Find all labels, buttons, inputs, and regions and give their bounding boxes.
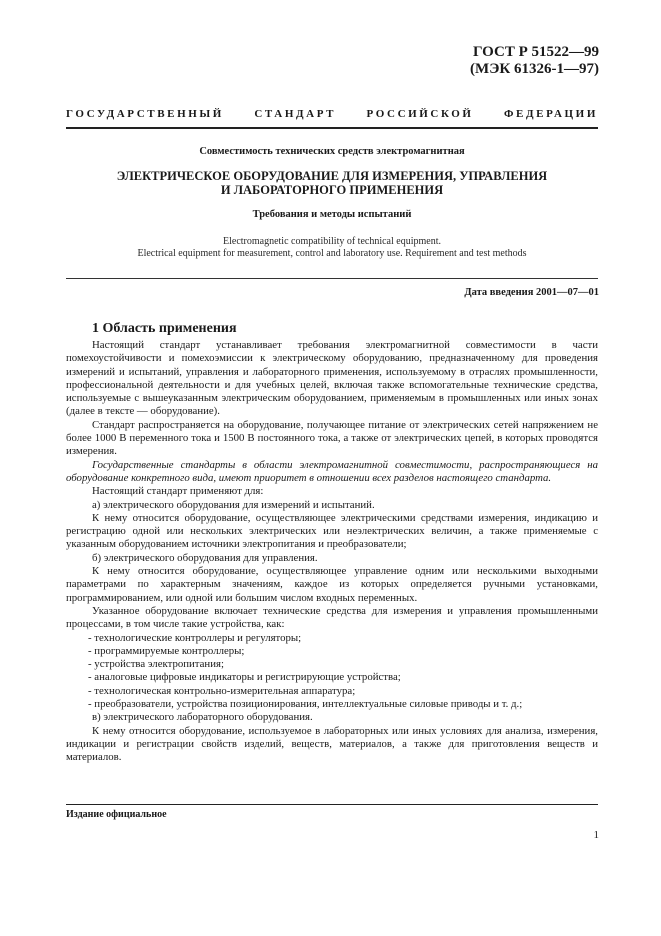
list-item: б) электрического оборудования для управления. bbox=[92, 551, 318, 564]
gost-designation bbox=[470, 44, 599, 78]
title-line-1: ЭЛЕКТРИЧЕСКОЕ ОБОРУДОВАНИЕ ДЛЯ ИЗМЕРЕНИЯ, УПРАВЛЕНИЯ bbox=[116, 169, 548, 183]
header-divider bbox=[66, 127, 598, 129]
bullet-item: - программируемые контроллеры; bbox=[88, 644, 245, 657]
paragraph-italic-note: Государственные стандарты в области электромагнитной совместимости, распространяющиеся на оборудование конкретного вида, имеют приоритет в отношении всех разделов настоящего стандарта. bbox=[66, 458, 598, 484]
paragraph: Стандарт распространяется на оборудование, получающее питание от электрических сетей напряжением не более 1000 В переменного тока и 1500 В постоянного тока, а также от электрических цепей, в которых проводятся измерения. bbox=[66, 418, 598, 458]
introduction-date: Дата введения 2001—07—01 bbox=[464, 287, 599, 298]
section-heading: 1 Область применения bbox=[92, 321, 237, 336]
state-standard-banner: ГОСУДАРСТВЕННЫЙ СТАНДАРТ РОССИЙСКОЙ ФЕДЕРАЦИИ bbox=[66, 108, 598, 120]
gost-number: ГОСТ Р 51522—99 bbox=[472, 44, 599, 60]
paragraph: К нему относится оборудование, осуществляющее электрическими средствами измерения, индикацию и регистрацию одной или нескольких электрических или неэлектрических величин, а также применяемые с указанным оборудованием источники электропитания и преобразователи; bbox=[66, 511, 598, 551]
section-body bbox=[66, 339, 598, 765]
list-item: а) электрического оборудования для измерений и испытаний. bbox=[92, 498, 375, 511]
title-line-2: И ЛАБОРАТОРНОГО ПРИМЕНЕНИЯ bbox=[220, 183, 444, 197]
english-title bbox=[66, 236, 598, 260]
paragraph: Настоящий стандарт применяют для: bbox=[92, 485, 264, 498]
document-subtitle: Требования и методы испытаний bbox=[252, 209, 412, 220]
list-item: в) электрического лабораторного оборудования. bbox=[92, 711, 313, 724]
paragraph: К нему относится оборудование, осуществляющее управление одним или несколькими выходными параметрами по характерным значениям, каждое из которых определяется ручными установками, программированием, или одной или большим числом входных переменных. bbox=[66, 565, 598, 604]
edition-label: Издание официальное bbox=[66, 809, 167, 820]
title-divider bbox=[66, 278, 598, 279]
iec-number: (МЭК 61326-1—97) bbox=[470, 61, 599, 77]
page-number: 1 bbox=[593, 829, 599, 841]
bullet-item: - аналоговые цифровые индикаторы и регистрирующие устройства; bbox=[88, 671, 401, 684]
subject-line: Совместимость технических средств электромагнитная bbox=[199, 146, 465, 157]
bullet-item: - устройства электропитания; bbox=[88, 658, 224, 671]
footer-divider bbox=[66, 804, 598, 805]
paragraph: Указанное оборудование включает технические средства для измерения и управления промышленными процессами, в том числе такие устройства, как: bbox=[66, 604, 598, 631]
paragraph: К нему относится оборудование, используемое в лабораторных или иных условиях для анализа, измерения, индикации и регистрации свойств изделий, веществ, материалов, а также для приготовления веществ и материалов. bbox=[66, 724, 598, 764]
bullet-item: - технологические контроллеры и регуляторы; bbox=[88, 631, 302, 644]
english-title-line-1: Electromagnetic compatibility of technical equipment. bbox=[223, 236, 441, 247]
bullet-item: - технологическая контрольно-измерительная аппаратура; bbox=[88, 684, 356, 697]
english-title-line-2: Electrical equipment for measurement, control and laboratory use. Requirement and test methods bbox=[137, 248, 527, 259]
paragraph: Настоящий стандарт устанавливает требования электромагнитной совместимости в части помехоустойчивости и помехоэмиссии к электрическому оборудованию, предназначенному для проведения измерений и испытаний, управления и лабораторного применения, используемому в отраслях промышленности, профессиональной деятельности и для учебных целей, включая также вспомогательные технические средства, используемые с вышеуказанным электрическим оборудованием, применяемым в промышленных или иных зонах (далее в тексте — оборудование). bbox=[66, 339, 598, 418]
bullet-item: - преобразователи, устройства позиционирования, интеллектуальные силовые приводы и т. д.; bbox=[88, 698, 523, 711]
document-title bbox=[66, 169, 598, 197]
